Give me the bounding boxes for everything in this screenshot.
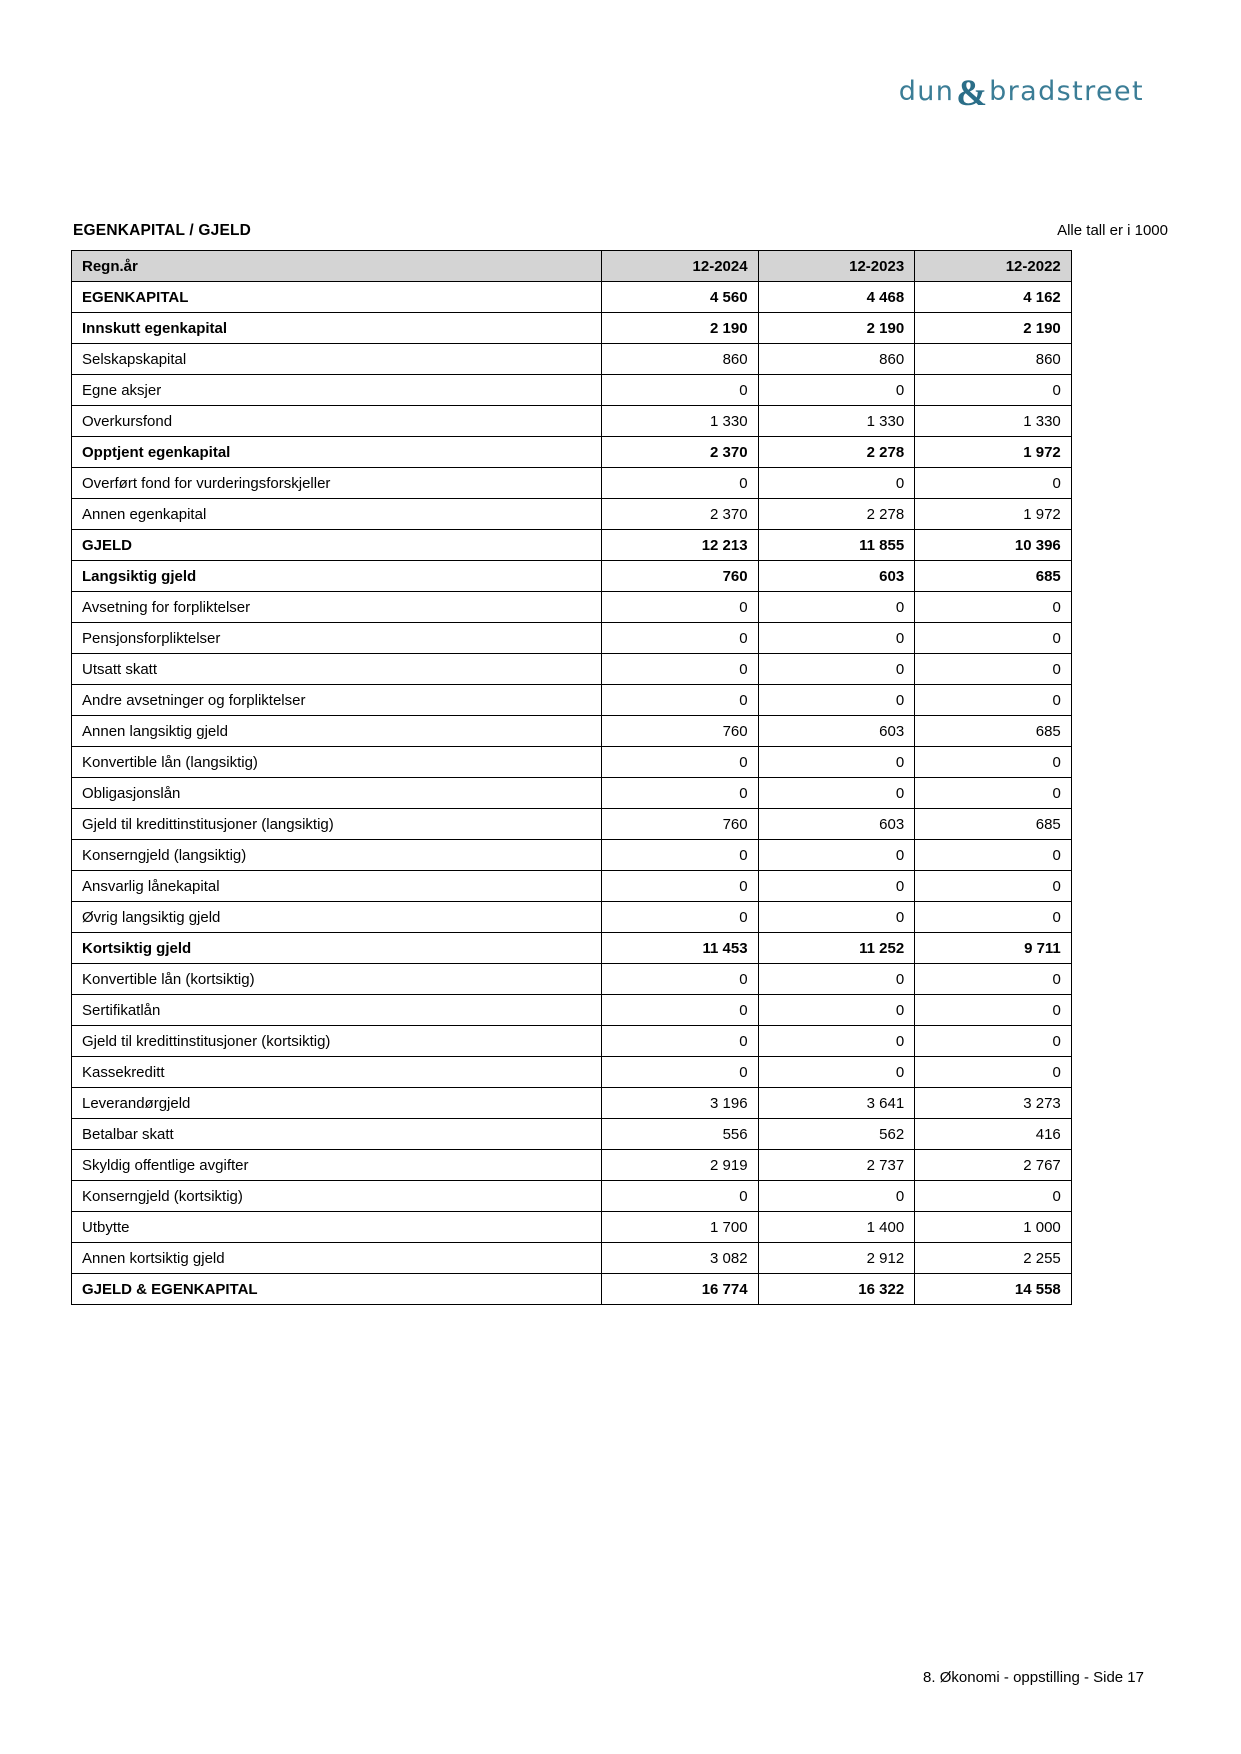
table-row	[72, 1274, 1072, 1305]
row-value-3: 1 000	[915, 1212, 1072, 1243]
row-label: Gjeld til kredittinstitusjoner (kortsiktig)	[72, 1026, 602, 1057]
row-value-2: 860	[758, 344, 915, 375]
table-row	[72, 561, 1072, 592]
row-label: Overført fond for vurderingsforskjeller	[72, 468, 602, 499]
row-value-1: 4 560	[602, 282, 759, 313]
row-value-2: 0	[758, 468, 915, 499]
row-value-3: 0	[915, 592, 1072, 623]
table-row	[72, 933, 1072, 964]
equity-liabilities-table	[71, 250, 1072, 1305]
row-value-2: 3 641	[758, 1088, 915, 1119]
col-header-year-1: 12-2024	[602, 251, 759, 282]
col-header-year-2: 12-2023	[758, 251, 915, 282]
row-value-3: 0	[915, 871, 1072, 902]
row-value-1: 2 919	[602, 1150, 759, 1181]
row-value-2: 562	[758, 1119, 915, 1150]
row-value-3: 860	[915, 344, 1072, 375]
row-value-2: 0	[758, 1026, 915, 1057]
table-row	[72, 716, 1072, 747]
row-label: Konserngjeld (kortsiktig)	[72, 1181, 602, 1212]
row-label: Utsatt skatt	[72, 654, 602, 685]
row-value-2: 2 912	[758, 1243, 915, 1274]
row-value-2: 4 468	[758, 282, 915, 313]
row-value-3: 0	[915, 747, 1072, 778]
row-label: Sertifikatlån	[72, 995, 602, 1026]
table-row	[72, 1119, 1072, 1150]
logo-ampersand: &	[956, 73, 988, 114]
row-value-2: 2 278	[758, 499, 915, 530]
row-label: Langsiktig gjeld	[72, 561, 602, 592]
row-label: Avsetning for forpliktelser	[72, 592, 602, 623]
table-row	[72, 871, 1072, 902]
row-value-1: 0	[602, 468, 759, 499]
row-label: Øvrig langsiktig gjeld	[72, 902, 602, 933]
col-header-year-3: 12-2022	[915, 251, 1072, 282]
row-value-2: 0	[758, 902, 915, 933]
page-footer: 8. Økonomi - oppstilling - Side 17	[923, 1669, 1144, 1686]
row-value-3: 0	[915, 1181, 1072, 1212]
table-row	[72, 840, 1072, 871]
row-label: Konvertible lån (kortsiktig)	[72, 964, 602, 995]
row-value-3: 14 558	[915, 1274, 1072, 1305]
row-value-1: 0	[602, 623, 759, 654]
table-head	[72, 251, 1072, 282]
row-label: Ansvarlig lånekapital	[72, 871, 602, 902]
row-value-2: 0	[758, 592, 915, 623]
row-value-1: 1 700	[602, 1212, 759, 1243]
row-value-2: 0	[758, 747, 915, 778]
row-value-2: 2 737	[758, 1150, 915, 1181]
row-value-2: 0	[758, 654, 915, 685]
row-value-1: 16 774	[602, 1274, 759, 1305]
row-value-2: 0	[758, 995, 915, 1026]
row-label: EGENKAPITAL	[72, 282, 602, 313]
row-value-2: 0	[758, 778, 915, 809]
table-row	[72, 809, 1072, 840]
row-value-3: 2 255	[915, 1243, 1072, 1274]
row-label: Konserngjeld (langsiktig)	[72, 840, 602, 871]
row-value-2: 0	[758, 1181, 915, 1212]
row-label: Utbytte	[72, 1212, 602, 1243]
logo-text-dun: dun	[898, 76, 955, 107]
section-header	[73, 222, 1168, 240]
table-row	[72, 1212, 1072, 1243]
row-value-2: 0	[758, 964, 915, 995]
row-value-1: 556	[602, 1119, 759, 1150]
row-value-2: 0	[758, 375, 915, 406]
row-value-3: 0	[915, 1026, 1072, 1057]
table-row	[72, 685, 1072, 716]
table-row	[72, 1181, 1072, 1212]
row-label: Andre avsetninger og forpliktelser	[72, 685, 602, 716]
row-value-1: 3 196	[602, 1088, 759, 1119]
row-value-1: 2 370	[602, 437, 759, 468]
table-row	[72, 964, 1072, 995]
row-value-2: 16 322	[758, 1274, 915, 1305]
table-row	[72, 406, 1072, 437]
row-value-2: 603	[758, 809, 915, 840]
row-value-1: 12 213	[602, 530, 759, 561]
table-row	[72, 344, 1072, 375]
table-row	[72, 1243, 1072, 1274]
row-value-2: 603	[758, 561, 915, 592]
row-label: Leverandørgjeld	[72, 1088, 602, 1119]
row-label: Annen kortsiktig gjeld	[72, 1243, 602, 1274]
row-value-2: 0	[758, 840, 915, 871]
row-value-1: 0	[602, 1026, 759, 1057]
row-value-1: 760	[602, 809, 759, 840]
row-value-1: 0	[602, 902, 759, 933]
row-value-1: 0	[602, 871, 759, 902]
row-value-2: 2 278	[758, 437, 915, 468]
row-label: Annen egenkapital	[72, 499, 602, 530]
row-value-2: 1 400	[758, 1212, 915, 1243]
row-value-2: 0	[758, 871, 915, 902]
row-value-3: 1 972	[915, 437, 1072, 468]
table-row	[72, 592, 1072, 623]
row-value-3: 0	[915, 468, 1072, 499]
row-value-1: 0	[602, 840, 759, 871]
row-value-3: 4 162	[915, 282, 1072, 313]
row-value-1: 0	[602, 747, 759, 778]
row-value-3: 0	[915, 840, 1072, 871]
row-value-3: 1 330	[915, 406, 1072, 437]
row-label: Overkursfond	[72, 406, 602, 437]
section-units-note: Alle tall er i 1000	[1057, 222, 1168, 239]
table-row	[72, 530, 1072, 561]
row-value-2: 0	[758, 623, 915, 654]
row-value-3: 0	[915, 902, 1072, 933]
row-value-1: 2 190	[602, 313, 759, 344]
row-value-3: 2 190	[915, 313, 1072, 344]
row-label: Pensjonsforpliktelser	[72, 623, 602, 654]
row-value-2: 1 330	[758, 406, 915, 437]
row-label: Kortsiktig gjeld	[72, 933, 602, 964]
row-value-2: 11 252	[758, 933, 915, 964]
row-value-3: 9 711	[915, 933, 1072, 964]
table-row	[72, 375, 1072, 406]
row-value-1: 0	[602, 964, 759, 995]
row-label: Egne aksjer	[72, 375, 602, 406]
row-value-2: 0	[758, 1057, 915, 1088]
row-label: Kassekreditt	[72, 1057, 602, 1088]
table-row	[72, 1088, 1072, 1119]
row-value-3: 0	[915, 964, 1072, 995]
row-label: Gjeld til kredittinstitusjoner (langsiktig)	[72, 809, 602, 840]
row-value-1: 0	[602, 375, 759, 406]
table-row	[72, 902, 1072, 933]
table-row	[72, 282, 1072, 313]
row-value-3: 0	[915, 623, 1072, 654]
row-value-3: 0	[915, 375, 1072, 406]
row-value-3: 3 273	[915, 1088, 1072, 1119]
dun-bradstreet-logo	[899, 70, 1144, 113]
row-value-3: 2 767	[915, 1150, 1072, 1181]
row-label: Obligasjonslån	[72, 778, 602, 809]
row-label: GJELD & EGENKAPITAL	[72, 1274, 602, 1305]
row-value-1: 1 330	[602, 406, 759, 437]
row-label: GJELD	[72, 530, 602, 561]
row-value-1: 0	[602, 1181, 759, 1212]
row-label: Selskapskapital	[72, 344, 602, 375]
row-value-1: 11 453	[602, 933, 759, 964]
table-row	[72, 995, 1072, 1026]
row-value-2: 2 190	[758, 313, 915, 344]
row-label: Skyldig offentlige avgifter	[72, 1150, 602, 1181]
row-value-3: 0	[915, 1057, 1072, 1088]
table-row	[72, 499, 1072, 530]
row-value-1: 3 082	[602, 1243, 759, 1274]
row-value-1: 760	[602, 561, 759, 592]
row-value-1: 0	[602, 592, 759, 623]
logo-text-bradstreet: bradstreet	[989, 76, 1144, 107]
row-value-1: 860	[602, 344, 759, 375]
table-row	[72, 747, 1072, 778]
row-value-3: 0	[915, 995, 1072, 1026]
row-value-1: 0	[602, 1057, 759, 1088]
row-value-3: 1 972	[915, 499, 1072, 530]
row-value-3: 685	[915, 561, 1072, 592]
table-row	[72, 468, 1072, 499]
row-value-3: 0	[915, 685, 1072, 716]
table-row	[72, 1150, 1072, 1181]
row-value-3: 0	[915, 654, 1072, 685]
table-row	[72, 654, 1072, 685]
row-value-3: 685	[915, 716, 1072, 747]
row-label: Annen langsiktig gjeld	[72, 716, 602, 747]
row-value-1: 2 370	[602, 499, 759, 530]
row-value-2: 603	[758, 716, 915, 747]
row-value-3: 416	[915, 1119, 1072, 1150]
table-row	[72, 778, 1072, 809]
row-value-3: 685	[915, 809, 1072, 840]
row-value-1: 0	[602, 995, 759, 1026]
row-value-1: 0	[602, 685, 759, 716]
row-label: Innskutt egenkapital	[72, 313, 602, 344]
row-value-2: 11 855	[758, 530, 915, 561]
row-value-1: 760	[602, 716, 759, 747]
table-header-row	[72, 251, 1072, 282]
row-value-1: 0	[602, 654, 759, 685]
section-title: EGENKAPITAL / GJELD	[73, 222, 252, 239]
row-label: Betalbar skatt	[72, 1119, 602, 1150]
table-row	[72, 313, 1072, 344]
table-row	[72, 623, 1072, 654]
row-value-1: 0	[602, 778, 759, 809]
table-row	[72, 1057, 1072, 1088]
row-label: Opptjent egenkapital	[72, 437, 602, 468]
row-label: Konvertible lån (langsiktig)	[72, 747, 602, 778]
row-value-2: 0	[758, 685, 915, 716]
table-body	[72, 282, 1072, 1305]
row-value-3: 10 396	[915, 530, 1072, 561]
equity-liabilities-table-container	[71, 250, 1071, 1305]
table-row	[72, 437, 1072, 468]
col-header-label: Regn.år	[72, 251, 602, 282]
row-value-3: 0	[915, 778, 1072, 809]
table-row	[72, 1026, 1072, 1057]
